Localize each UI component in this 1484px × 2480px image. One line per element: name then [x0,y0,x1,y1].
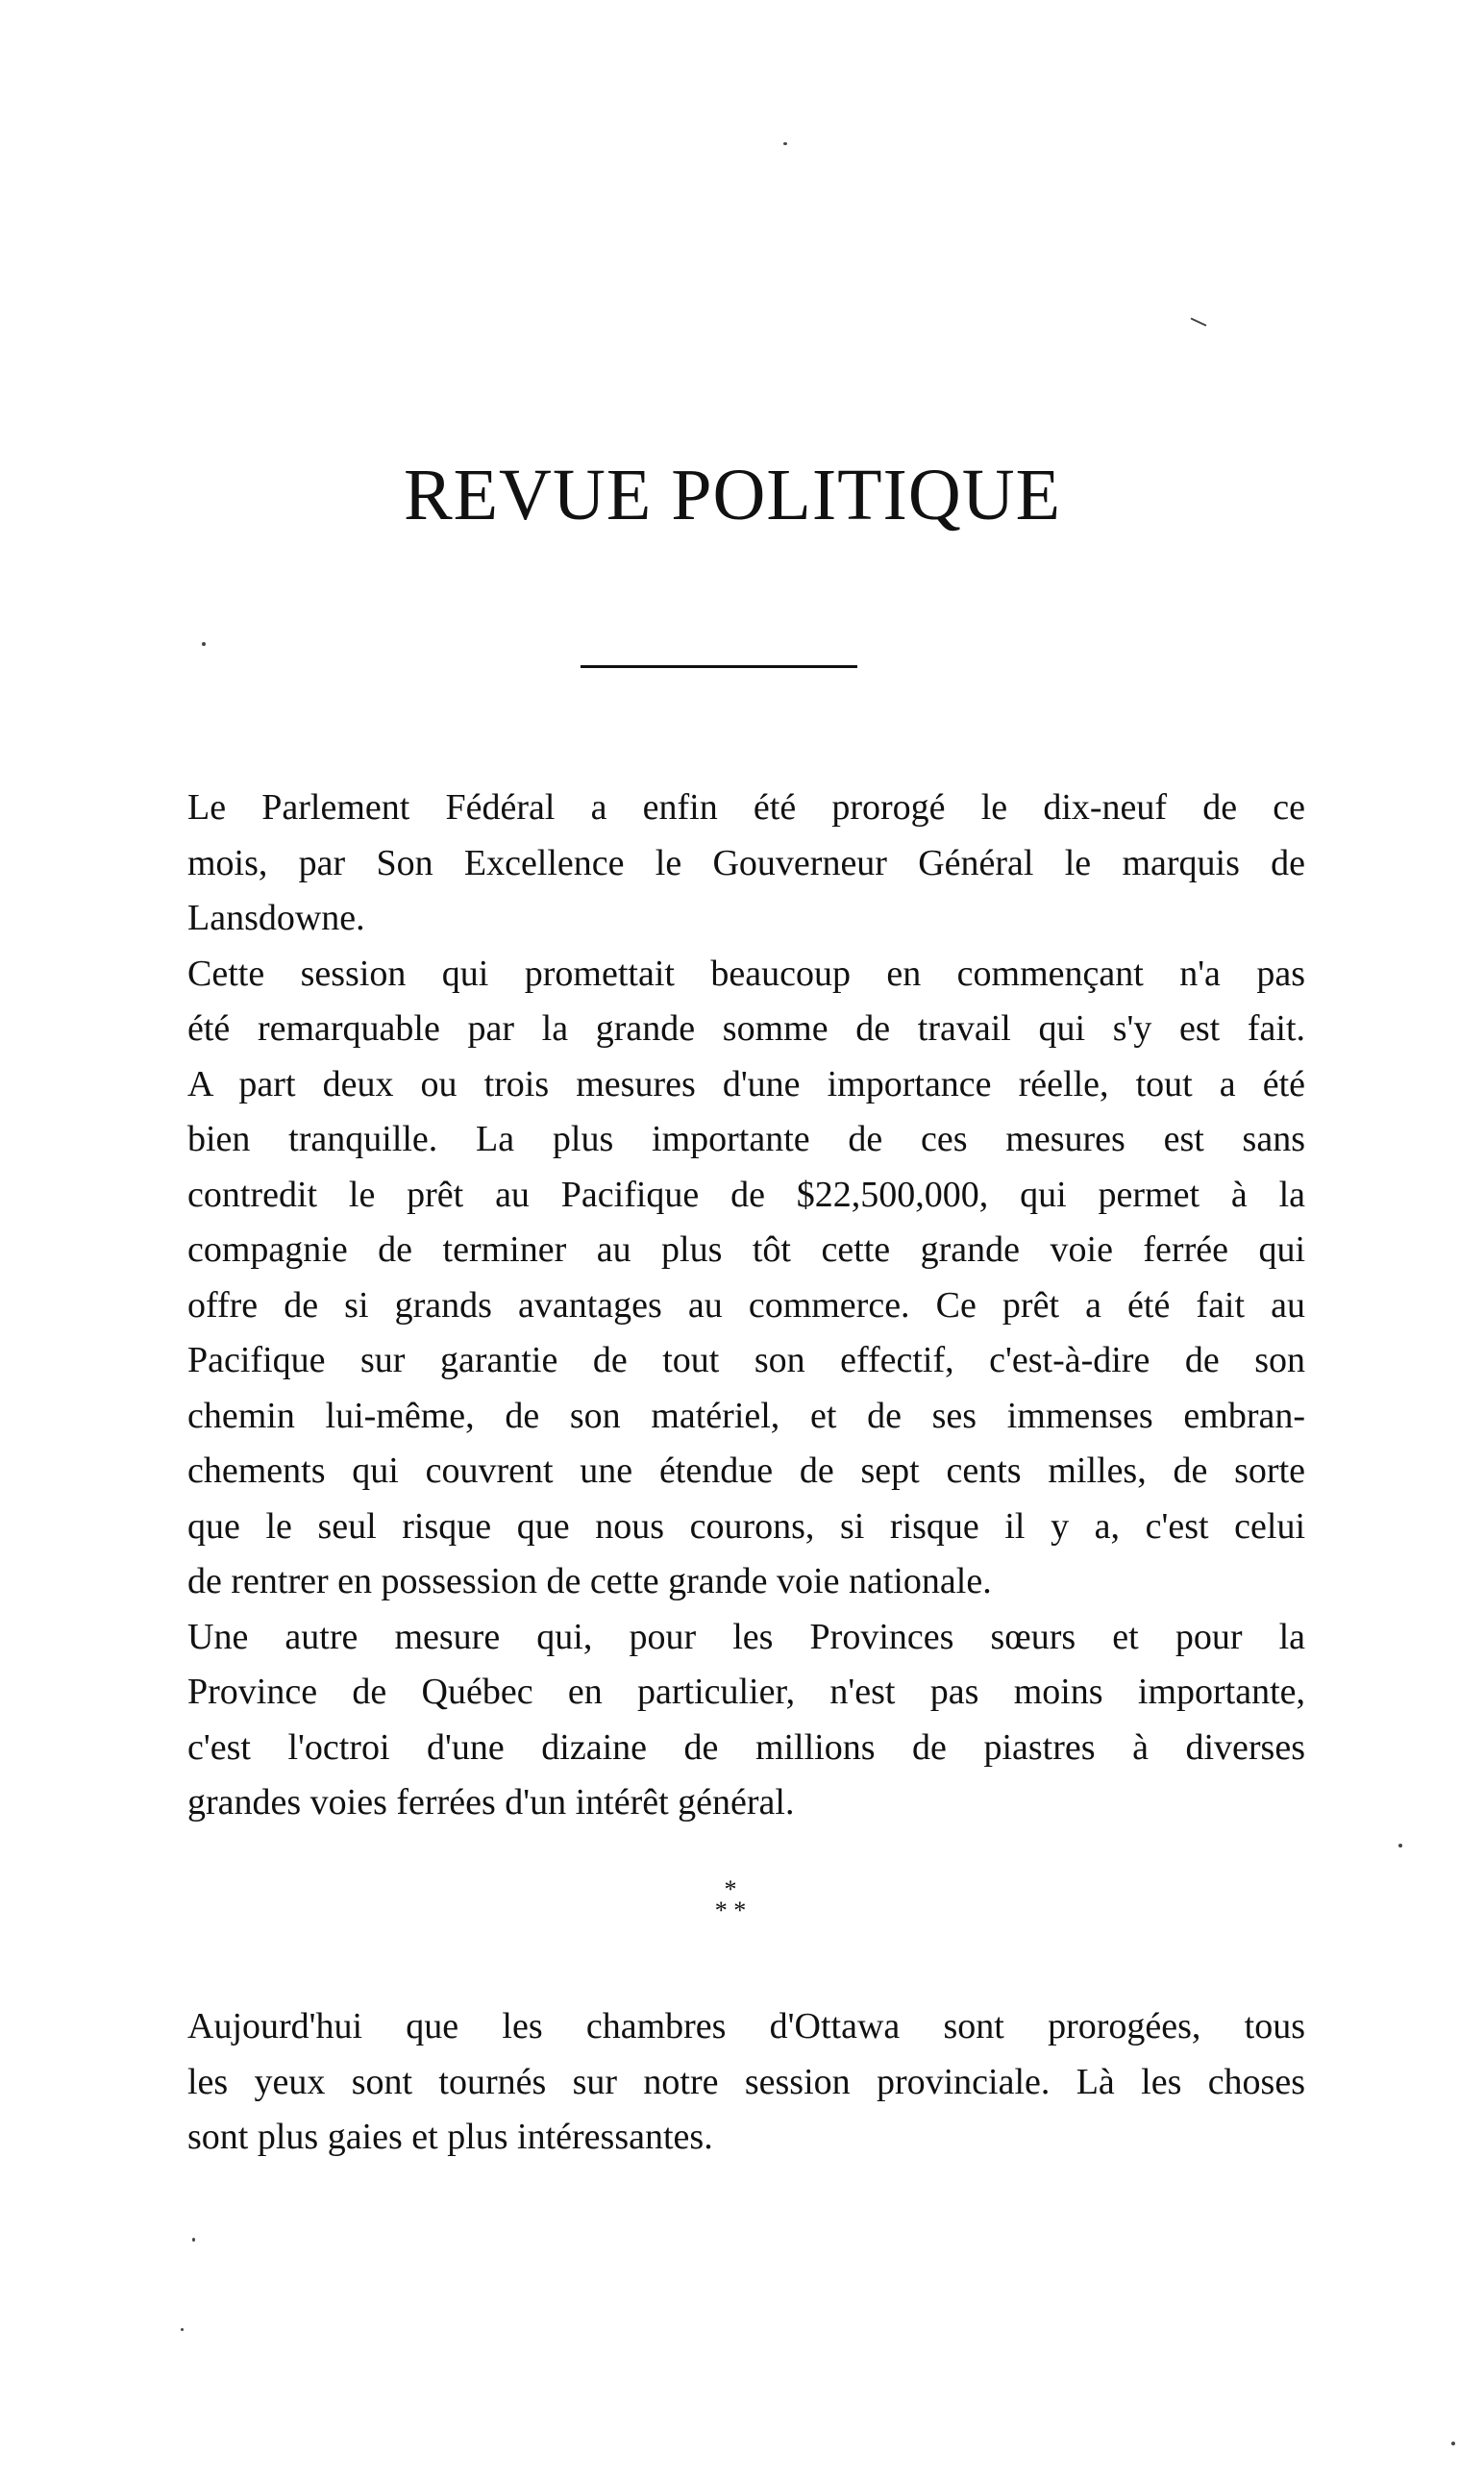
text-line: été remarquable par la grande somme de travail qui s'y est fait. [187,1008,1305,1049]
text-line: de rentrer en possession de cette grande voie nationale. [187,1561,992,1601]
text-line: grandes voies ferrées d'un intérêt général. [187,1782,795,1823]
text-line: Aujourd'hui que les chambres d'Ottawa sont prorogées, tous [187,2006,1305,2046]
text-line: les yeux sont tournés sur notre session provinciale. Là les choses [187,2061,1305,2102]
asterism-bottom: * * [714,1897,747,1924]
text-line: Lansdowne. [187,898,365,938]
text-line: Le Parlement Fédéral a enfin été prorogé le dix-neuf de ce [187,787,1305,828]
text-line: A part deux ou trois mesures d'une importance réelle, tout a été [187,1063,1305,1104]
paragraph-1 [149,781,1305,947]
text-line: compagnie de terminer au plus tôt cette grande voie ferrée qui [187,1229,1305,1270]
text-line: Pacifique sur garantie de tout son effectif, c'est-à-dire de son [187,1340,1305,1380]
text-line: Une autre mesure qui, pour les Provinces sœurs et pour la [187,1616,1305,1657]
scan-speck [1190,317,1206,326]
scan-speck [783,142,787,145]
text-line: offre de si grands avantages au commerce. Ce prêt a été fait au [187,1284,1305,1326]
scan-speck [181,2328,184,2331]
text-line: c'est l'octroi d'une dizaine de millions de piastres à diverses [187,1726,1305,1768]
scan-speck [1451,2442,1455,2445]
text-line: mois, par Son Excellence le Gouverneur Général le marquis de [187,842,1305,883]
scan-speck [1398,1844,1402,1848]
asterism-top: * [724,1875,737,1903]
text-line: Cette session qui promettait beaucoup en commençant n'a pas [187,953,1305,994]
paragraph-3 [149,1610,1305,1831]
scan-speck [202,642,206,646]
text-line: chements qui couvrent une étendue de sept cents milles, de sorte [187,1451,1305,1491]
text-line: contredit le prêt au Pacifique de $22,500,000, qui permet à la [187,1174,1305,1215]
section-break-asterism [0,1875,1472,1924]
scan-speck [192,2238,195,2242]
section-federal-parliament [149,781,1305,1831]
text-line: que le seul risque que nous courons, si risque il y a, c'est celui [187,1505,1305,1547]
text-line: sont plus gaies et plus intéressantes. [187,2117,713,2157]
text-line: Province de Québec en particulier, n'est pas moins importante, [187,1672,1305,1712]
section-provincial-session [149,1999,1305,2166]
text-line: chemin lui-même, de son matériel, et de ses immenses embran- [187,1395,1305,1436]
paragraph-2 [149,947,1305,1610]
text-line: bien tranquille. La plus importante de ces mesures est sans [187,1119,1305,1159]
title-rule [581,665,857,668]
paragraph-4 [149,1999,1305,2166]
page-title: REVUE POLITIQUE [403,455,1062,535]
